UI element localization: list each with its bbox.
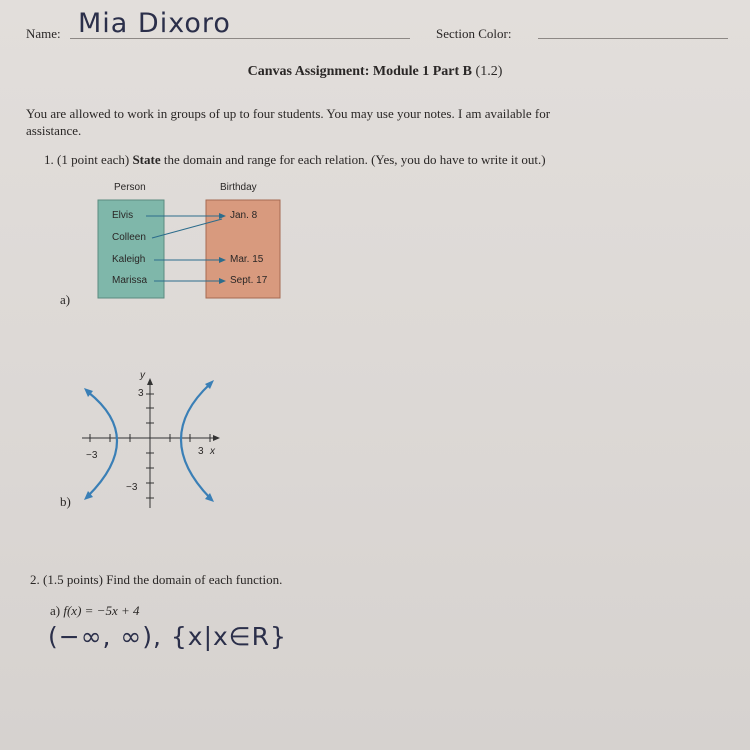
question-2a-function: f(x) = −5x + 4 (63, 603, 140, 618)
question-2-points: (1.5 points) (43, 572, 103, 587)
x-axis-label: x (210, 446, 215, 457)
assignment-title-section: (1.2) (475, 64, 503, 79)
part-a-label: a) (60, 292, 71, 307)
instructions-line-2: assistance. (26, 123, 82, 138)
person-elvis: Elvis (112, 210, 134, 221)
section-color-label: Section Color: (436, 26, 512, 41)
birthday-sept: Sept. 17 (230, 275, 268, 286)
question-2a-label: a) (50, 603, 61, 618)
x-axis-arrow (213, 435, 220, 441)
person-colleen: Colleen (112, 232, 146, 243)
x-tick-label-right: 3 (198, 446, 204, 457)
x-tick-label-left: −3 (86, 450, 98, 461)
question-1-text: the domain and range for each relation. (Yes, you do have to write it out.) (163, 152, 546, 167)
question-2a-answer: (−∞, ∞), {x|x∈R} (48, 622, 287, 651)
question-2a (50, 603, 140, 619)
person-marissa: Marissa (112, 275, 148, 286)
assignment-title (0, 64, 750, 80)
name-label: Name: (26, 26, 61, 41)
question-1 (44, 152, 546, 168)
person-header: Person (114, 182, 146, 193)
question-1-verb: State (132, 152, 161, 167)
assignment-title-main: Canvas Assignment: Module 1 Part B (247, 64, 473, 79)
instructions-line-1: You are allowed to work in groups of up to four students. You may use your notes. I am available for (26, 106, 551, 121)
left-branch (88, 392, 117, 496)
birthday-jan: Jan. 8 (230, 210, 258, 221)
birthday-header: Birthday (220, 182, 257, 193)
birthday-mar: Mar. 15 (230, 254, 264, 265)
section-color-line (538, 38, 728, 39)
question-1-points: (1 point each) (57, 152, 130, 167)
right-branch (181, 384, 210, 498)
hyperbola-graph (76, 372, 226, 512)
person-kaleigh: Kaleigh (112, 254, 146, 265)
question-1-number: 1. (44, 152, 54, 167)
y-axis-arrow (147, 378, 153, 385)
y-tick-label-bottom: −3 (126, 482, 138, 493)
y-tick-label-top: 3 (138, 388, 144, 399)
part-b-label: b) (60, 494, 71, 509)
question-2-number: 2. (30, 572, 40, 587)
y-axis-label: y (140, 370, 145, 381)
question-2-text: Find the domain of each function. (106, 572, 283, 587)
student-name: Mia Dixoro (78, 8, 231, 39)
question-2 (30, 572, 282, 588)
